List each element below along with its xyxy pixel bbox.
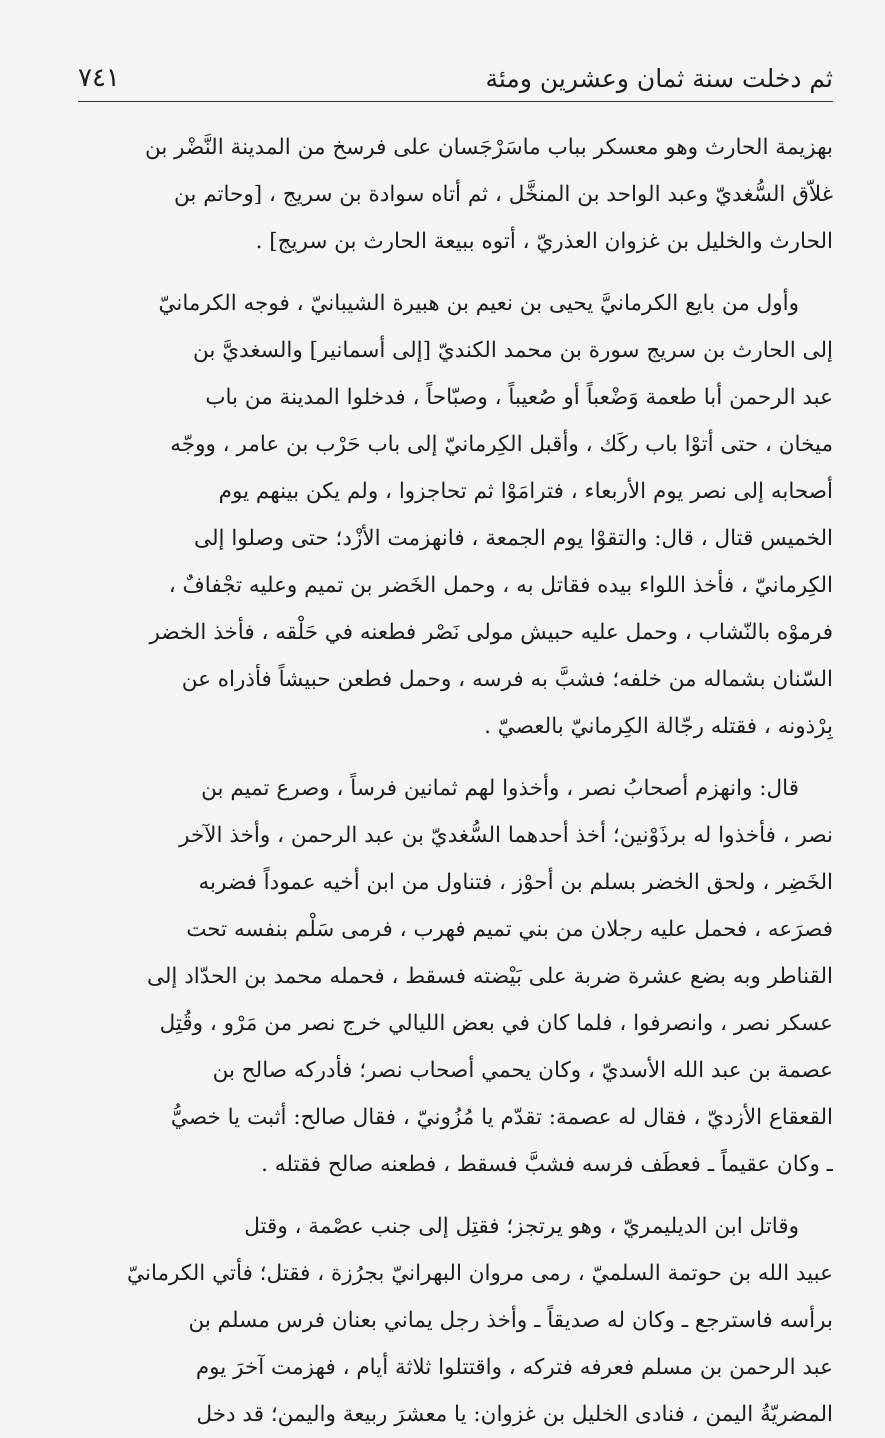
text-line: نصر ، فأخذوا له برذَوْنين؛ أخذ أحدهما السُّغديّ بن عبد الرحمن ، وأخذ الآخر xyxy=(179,823,833,848)
text-line: القعقاع الأزديّ ، فقال له عصمة: تقدّم يا مُزُونيّ ، فقال صالح: أثبت يا خصيُّ xyxy=(170,1105,833,1130)
paragraph-2 xyxy=(78,280,833,750)
page-number: ٧٤١ xyxy=(78,63,120,93)
text-line: أصحابه إلى نصر يوم الأربعاء ، فترامَوْا ثم تحاجزوا ، ولم يكن بينهم يوم xyxy=(218,479,833,504)
text-line: الحارث والخليل بن غزوان العذريّ ، أتوه ببيعة الحارث بن سريج] . xyxy=(255,229,833,254)
page-body xyxy=(78,124,833,1438)
text-line: ـ وكان عقيماً ـ فعطَف فرسه فشبَّ فسقط ، فطعنه صالح فقتله . xyxy=(261,1152,833,1177)
text-line: قال: وانهزم أصحابُ نصر ، وأخذوا لهم ثمانين فرساً ، وصرع تميم بن xyxy=(201,776,799,801)
text-line: عبد الرحمن بن مسلم فعرفه فتركه ، واقتتلوا ثلاثة أيام ، فهزمت آخرَ يوم xyxy=(195,1355,833,1380)
text-line: الكِرمانيّ ، فأخذ اللواء بيده فقاتل به ، وحمل الخَضر بن تميم وعليه تجْفافٌ ، xyxy=(168,573,833,598)
text-line: فرموْه بالنّشاب ، وحمل عليه حبيش مولى نَصْر فطعنه في حَلْقه ، فأخذ الخضر xyxy=(149,620,833,645)
text-line: بهزيمة الحارث وهو معسكر بباب ماسَرْجَسان على فرسخ من المدينة النَّضْر بن xyxy=(145,135,833,160)
text-line: عبد الرحمن أبا طعمة وَضْعباً أو صُعيباً ، وصبّاحاً ، فدخلوا المدينة من باب xyxy=(205,385,833,410)
text-line: عبيد الله بن حوتمة السلميّ ، رمى مروان البهرانيّ بجرُزة ، فقتل؛ فأتي الكرمانيّ xyxy=(127,1261,833,1286)
text-line: وأول من بايع الكرمانيَّ يحيى بن نعيم بن هبيرة الشيبانيّ ، فوجه الكرمانيّ xyxy=(158,291,799,316)
paragraph-1 xyxy=(78,124,833,265)
page-header xyxy=(78,58,833,98)
text-line: الخَضِر ، ولحق الخضر بسلم بن أحوْز ، فتناول من ابن أخيه عموداً فضربه xyxy=(198,870,833,895)
text-line: وقاتل ابن الديليمريّ ، وهو يرتجز؛ فقتِل إلى جنب عصْمة ، وقتل xyxy=(244,1214,799,1239)
text-line: عسكر نصر ، وانصرفوا ، فلما كان في بعض الليالي خرج نصر من مَرْو ، وقُتِل xyxy=(159,1011,833,1036)
text-line: برأسه فاسترجع ـ وكان له صديقاً ـ وأخذ رجل يماني بعنان فرس مسلم بن xyxy=(188,1308,833,1333)
running-title: ثم دخلت سنة ثمان وعشرين ومئة xyxy=(485,63,833,93)
text-line: القناطر وبه بضع عشرة ضربة على بَيْضته فسقط ، فحمله محمد بن الحدّاد إلى xyxy=(146,964,833,989)
text-line: ميخان ، حتى أتوْا باب ركَك ، وأقبل الكِرمانيّ إلى باب حَرْب بن عامر ، ووجّه xyxy=(170,432,833,457)
text-line: بِرْذونه ، فقتله رجّالة الكِرمانيّ بالعصيّ . xyxy=(484,714,833,739)
text-line: الخميس قتال ، قال: والتقوْا يوم الجمعة ، فانهزمت الأزْد؛ حتى وصلوا إلى xyxy=(194,526,833,551)
paragraph-4 xyxy=(78,1203,833,1438)
text-line: إلى الحارث بن سريج سورة بن محمد الكنديّ [إلى أسمانير] والسغديَّ بن xyxy=(193,338,833,363)
text-line: فصرَعه ، فحمل عليه رجلان من بني تميم فهرب ، فرمى سَلْم بنفسه تحت xyxy=(186,917,833,942)
header-rule xyxy=(78,101,833,102)
text-line: السّنان بشماله من خلفه؛ فشبَّ به فرسه ، وحمل فطعن حبيشاً فأذراه عن xyxy=(181,667,833,692)
text-line: المضريّةُ اليمن ، فنادى الخليل بن غزوان: يا معشرَ ربيعة واليمن؛ قد دخل xyxy=(196,1402,833,1427)
paragraph-3 xyxy=(78,765,833,1188)
text-line: غلاّق السُّغديّ وعبد الواحد بن المنخَّل ، ثم أتاه سوادة بن سريج ، [وحاتم بن xyxy=(174,182,833,207)
text-line: عصمة بن عبد الله الأسديّ ، وكان يحمي أصحاب نصر؛ فأدركه صالح بن xyxy=(212,1058,833,1083)
